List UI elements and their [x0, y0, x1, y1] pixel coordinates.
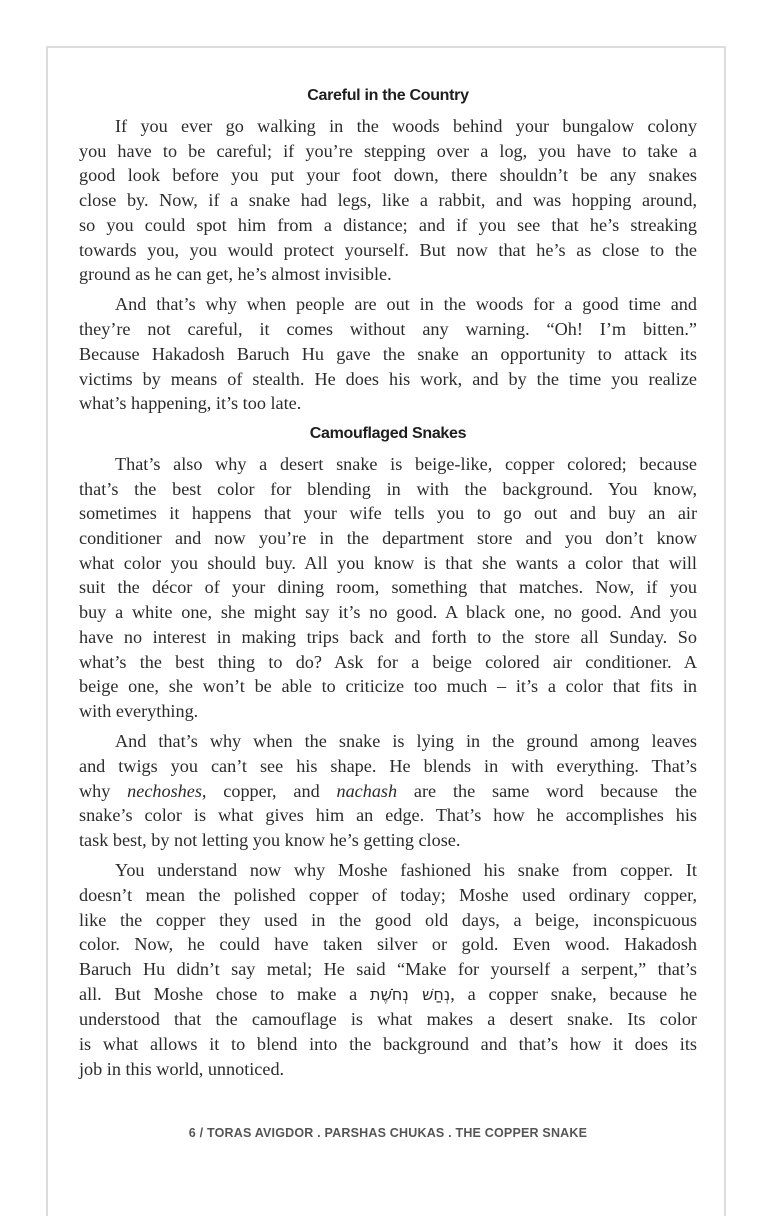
text-segment: , copper, and [201, 780, 337, 801]
text-line: And that’s why when people are out in the woods for a good time and [115, 294, 697, 315]
italic-term: nechoshes [127, 780, 202, 801]
text-line: what color you should buy. All you know is that she wants a color that will [79, 552, 697, 573]
text-line: good look before you put your foot down, there shouldn’t be any snakes [79, 165, 697, 186]
text-line: ground as he can get, he’s almost invisible. [79, 264, 392, 285]
text-line: towards you, you would protect yourself. But now that he’s as close to the [79, 239, 697, 260]
paragraph [79, 114, 697, 287]
text-line: beige one, she won’t be able to criticize too much – it’s a color that fits in [79, 676, 697, 697]
section-heading: Camouflaged Snakes [309, 424, 467, 442]
page-footer: 6 / TORAS AVIGDOR . PARSHAS CHUKAS . THE COPPER SNAKE [188, 1126, 588, 1140]
text-segment: all. But Moshe chose to make a [79, 983, 371, 1004]
section-heading: Careful in the Country [307, 87, 469, 104]
text-line: suit the décor of your dining room, something that matches. Now, if you [79, 577, 697, 598]
article-body [79, 84, 697, 1087]
text-line: conditioner and now you’re in the department store and you don’t know [79, 528, 697, 549]
paragraph [79, 292, 697, 416]
text-line [79, 779, 697, 804]
text-line: so you could spot him from a distance; and if you see that he’s streaking [79, 214, 697, 235]
text-line: that’s the best color for blending in with the background. You know, [79, 478, 697, 499]
text-line: That’s also why a desert snake is beige-like, copper colored; because [115, 453, 697, 474]
text-line: And that’s why when the snake is lying in the ground among leaves [115, 731, 697, 752]
text-line: victims by means of stealth. He does his work, and by the time you realize [79, 368, 697, 389]
text-line: doesn’t mean the polished copper of today; Moshe used ordinary copper, [79, 884, 697, 905]
text-segment: , a copper snake, because he [450, 983, 697, 1004]
text-line: and twigs you can’t see his shape. He blends in with everything. That’s [79, 755, 697, 776]
paragraph [79, 452, 697, 724]
text-segment: are the same word because the [397, 780, 697, 801]
text-line: Baruch Hu didn’t say metal; He said “Make for yourself a serpent,” that’s [79, 959, 697, 979]
text-line: understood that the camouflage is what makes a desert snake. Its color [79, 1009, 697, 1030]
text-line: what’s happening, it’s too late. [79, 393, 302, 414]
text-line: with everything. [79, 700, 199, 721]
text-line: snake’s color is what gives him an edge. That’s how he accomplishes his [79, 805, 697, 826]
text-line: close by. Now, if a snake had legs, like a rabbit, and was hopping around, [79, 190, 697, 211]
text-segment: why [79, 780, 128, 801]
text-line: buy a white one, she might say it’s no good. A black one, no good. And you [79, 602, 697, 623]
paragraph [79, 729, 697, 853]
paragraph [79, 858, 697, 1081]
italic-term: nachash [336, 780, 398, 801]
text-line: is what allows it to blend into the background and that’s how it does its [79, 1034, 697, 1055]
text-line [79, 982, 697, 1008]
text-line: like the copper they used in the good old days, a beige, inconspicuous [79, 909, 697, 930]
hebrew-text: נְחַשׁ נְחֹשֶׁת [370, 984, 451, 1004]
text-line: sometimes it happens that your wife tells you to go out and buy an air [79, 503, 697, 524]
text-line: they’re not careful, it comes without any warning. “Oh! I’m bitten.” [79, 319, 697, 340]
text-line: You understand now why Moshe fashioned his snake from copper. It [115, 860, 697, 881]
text-line: color. Now, he could have taken silver or gold. Even wood. Hakadosh [79, 934, 697, 955]
text-line: task best, by not letting you know he’s getting close. [79, 829, 461, 850]
text-line: you have to be careful; if you’re stepping over a log, you have to take a [79, 140, 697, 161]
text-line: If you ever go walking in the woods behind your bungalow colony [115, 116, 697, 136]
text-line: job in this world, unnoticed. [79, 1058, 285, 1079]
text-line: what’s the best thing to do? Ask for a beige colored air conditioner. A [79, 651, 697, 672]
text-line: have no interest in making trips back and forth to the store all Sunday. So [79, 626, 697, 647]
text-line: Because Hakadosh Baruch Hu gave the snake an opportunity to attack its [79, 343, 697, 364]
